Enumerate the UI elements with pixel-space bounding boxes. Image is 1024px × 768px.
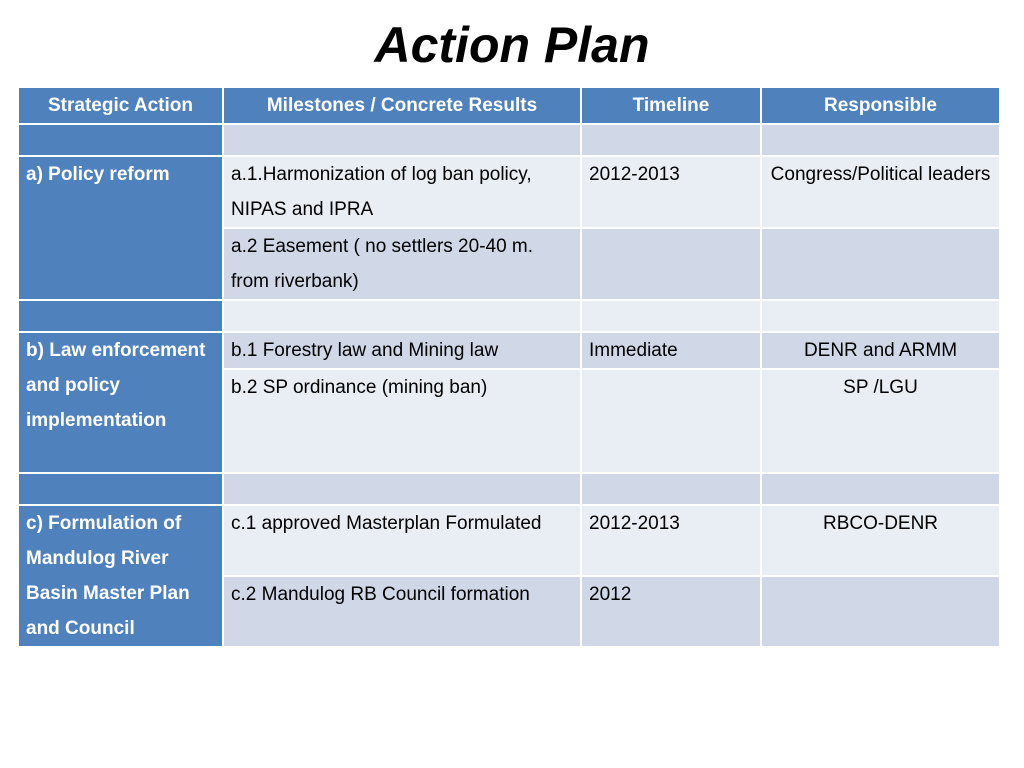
empty-cell — [18, 300, 223, 332]
milestone-cell: b.1 Forestry law and Mining law — [223, 332, 581, 369]
action-plan-table — [17, 86, 1001, 648]
empty-cell — [223, 300, 581, 332]
header-timeline: Timeline — [581, 87, 761, 124]
timeline-cell: 2012-2013 — [581, 505, 761, 576]
milestone-cell: c.1 approved Masterplan Formulated — [223, 505, 581, 576]
responsible-cell — [761, 228, 1000, 300]
empty-cell — [761, 473, 1000, 505]
milestone-cell: c.2 Mandulog RB Council formation — [223, 576, 581, 647]
timeline-cell — [581, 228, 761, 300]
header-strategic-action: Strategic Action — [18, 87, 223, 124]
timeline-cell: 2012-2013 — [581, 156, 761, 228]
table-row — [18, 156, 1000, 228]
table-header-row — [18, 87, 1000, 124]
spacer-row — [18, 124, 1000, 156]
empty-cell — [18, 124, 223, 156]
responsible-cell — [761, 576, 1000, 647]
empty-cell — [761, 124, 1000, 156]
strategic-action-cell: b) Law enforcement and policy implementation — [18, 332, 223, 473]
timeline-cell: 2012 — [581, 576, 761, 647]
empty-cell — [18, 473, 223, 505]
timeline-cell — [581, 369, 761, 473]
empty-cell — [581, 300, 761, 332]
empty-cell — [581, 124, 761, 156]
empty-cell — [223, 473, 581, 505]
milestone-cell: a.2 Easement ( no settlers 20-40 m. from riverbank) — [223, 228, 581, 300]
timeline-cell: Immediate — [581, 332, 761, 369]
header-responsible: Responsible — [761, 87, 1000, 124]
responsible-cell: SP /LGU — [761, 369, 1000, 473]
slide-title: Action Plan — [374, 17, 650, 73]
table-row — [18, 505, 1000, 576]
milestone-cell: b.2 SP ordinance (mining ban) — [223, 369, 581, 473]
spacer-row — [18, 473, 1000, 505]
table-row — [18, 332, 1000, 369]
spacer-row — [18, 300, 1000, 332]
responsible-cell: Congress/Political leaders — [761, 156, 1000, 228]
empty-cell — [581, 473, 761, 505]
milestone-cell: a.1.Harmonization of log ban policy, NIPAS and IPRA — [223, 156, 581, 228]
empty-cell — [761, 300, 1000, 332]
strategic-action-cell: c) Formulation of Mandulog River Basin Master Plan and Council — [18, 505, 223, 647]
responsible-cell: RBCO-DENR — [761, 505, 1000, 576]
empty-cell — [223, 124, 581, 156]
responsible-cell: DENR and ARMM — [761, 332, 1000, 369]
strategic-action-cell: a) Policy reform — [18, 156, 223, 300]
header-milestones: Milestones / Concrete Results — [223, 87, 581, 124]
